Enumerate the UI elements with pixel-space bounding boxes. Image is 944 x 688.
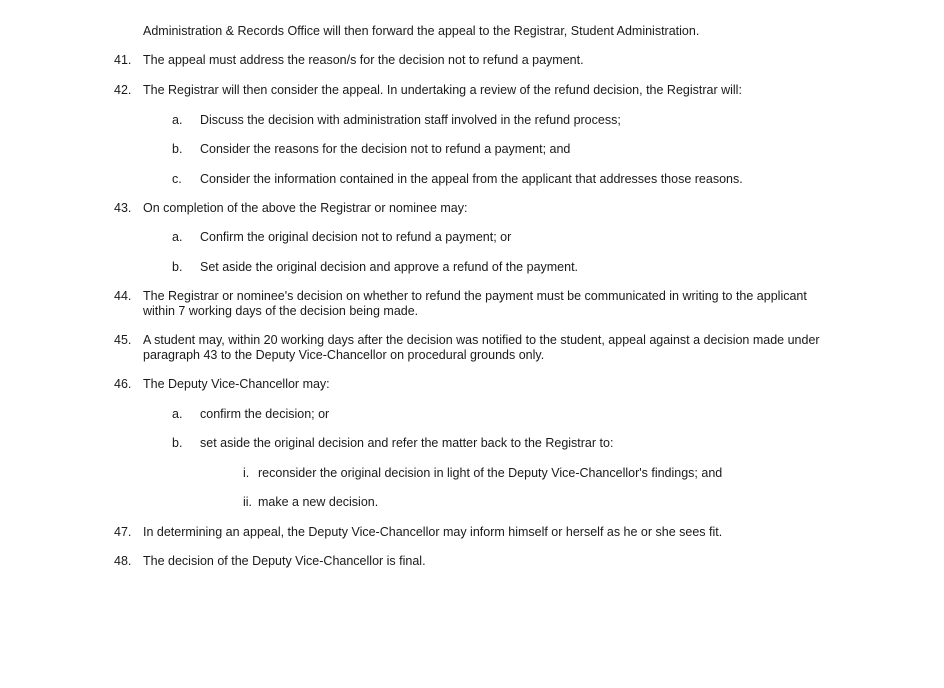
roman-item-text: reconsider the original decision in light of the Deputy Vice-Chancellor's findings; and <box>258 466 723 480</box>
subitem-letter: a. <box>172 113 183 127</box>
subitem-text: set aside the original decision and refer the matter back to the Registrar to: <box>200 436 614 450</box>
paragraph-number: 47. <box>114 525 132 539</box>
subitem-letter: a. <box>172 230 183 244</box>
roman-numeral: ii. <box>243 495 253 509</box>
paragraph-text-line-2: paragraph 43 to the Deputy Vice-Chancellor on procedural grounds only. <box>143 348 545 362</box>
paragraph-text: The appeal must address the reason/s for the decision not to refund a payment. <box>143 53 584 67</box>
subitem-text: confirm the decision; or <box>200 407 330 421</box>
paragraph-number: 42. <box>114 83 132 97</box>
roman-item-text: make a new decision. <box>258 495 379 509</box>
paragraph-text-line-1: The Registrar or nominee's decision on whether to refund the payment must be communicated in writing to the applicant <box>143 289 807 303</box>
paragraph-number: 44. <box>114 289 132 303</box>
paragraph-text-line-1: A student may, within 20 working days after the decision was notified to the student, appeal against a decision made under <box>143 333 820 347</box>
subitem-text: Consider the reasons for the decision not to refund a payment; and <box>200 142 571 156</box>
paragraph-text: The decision of the Deputy Vice-Chancellor is final. <box>143 554 426 568</box>
subitem-letter: b. <box>172 142 183 156</box>
paragraph-number: 46. <box>114 377 132 391</box>
paragraph-number: 43. <box>114 201 132 215</box>
continuation-text: Administration & Records Office will then forward the appeal to the Registrar, Student Administration. <box>143 24 700 38</box>
paragraph-text: The Deputy Vice-Chancellor may: <box>143 377 330 391</box>
paragraph-text: In determining an appeal, the Deputy Vice-Chancellor may inform himself or herself as he or she sees fit. <box>143 525 723 539</box>
subitem-text: Discuss the decision with administration staff involved in the refund process; <box>200 113 621 127</box>
paragraph-number: 41. <box>114 53 132 67</box>
paragraph-text: The Registrar will then consider the appeal. In undertaking a review of the refund decision, the Registrar will: <box>143 83 742 97</box>
roman-numeral: i. <box>243 466 250 480</box>
subitem-letter: b. <box>172 260 183 274</box>
subitem-text: Set aside the original decision and approve a refund of the payment. <box>200 260 579 274</box>
paragraph-text-line-2: within 7 working days of the decision being made. <box>143 304 419 318</box>
subitem-letter: b. <box>172 436 183 450</box>
subitem-text: Consider the information contained in the appeal from the applicant that addresses those reasons. <box>200 172 743 186</box>
paragraph-text: On completion of the above the Registrar or nominee may: <box>143 201 468 215</box>
subitem-text: Confirm the original decision not to refund a payment; or <box>200 230 512 244</box>
paragraph-number: 48. <box>114 554 132 568</box>
subitem-letter: c. <box>172 172 182 186</box>
paragraph-number: 45. <box>114 333 132 347</box>
subitem-letter: a. <box>172 407 183 421</box>
